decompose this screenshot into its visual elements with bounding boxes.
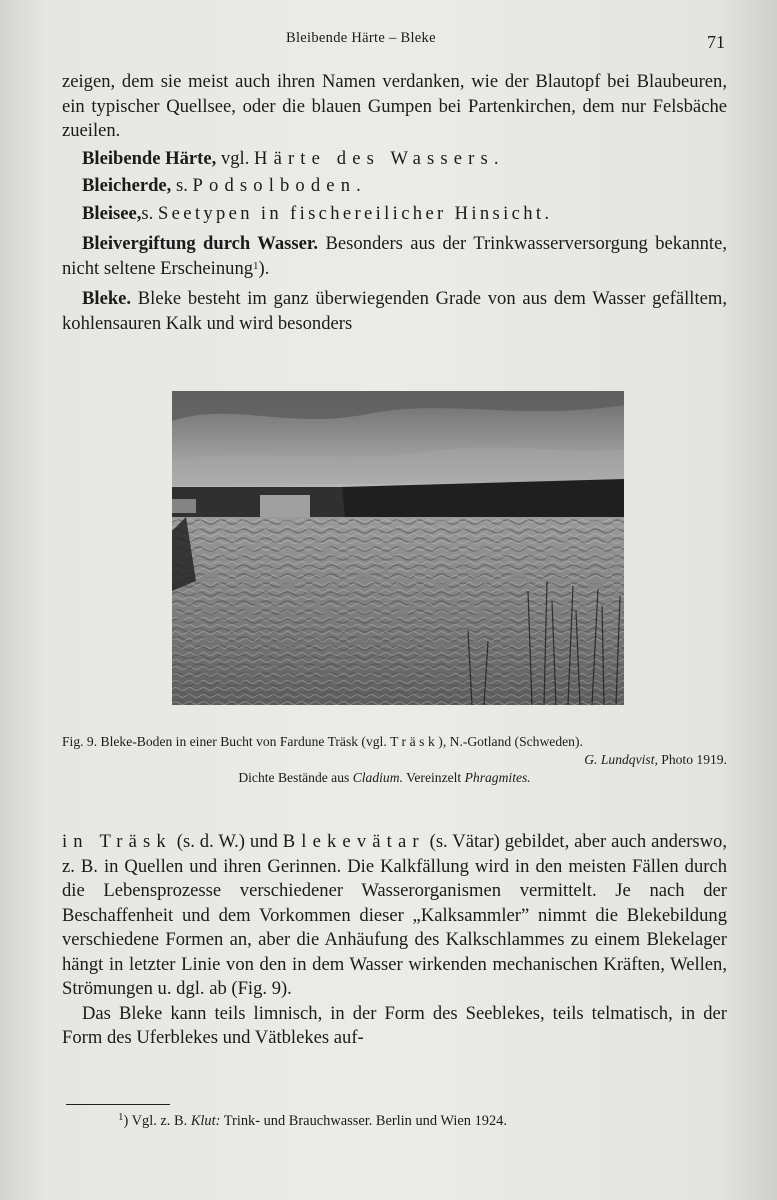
paragraph-text: (s. d. W.) und <box>176 831 278 852</box>
footnote-text: ) Vgl. z. B. <box>123 1113 188 1129</box>
photo-credit <box>62 751 727 769</box>
cross-reference: Seetypen in fischereilicher Hinsicht. <box>157 202 553 224</box>
entry-bleicherde <box>62 174 727 199</box>
footnote-mark: 1 <box>253 259 259 272</box>
footnote <box>118 1111 507 1131</box>
paragraph-text: (s. Vätar) gebildet, aber auch anderswo, z. B. in Quellen und ihren Gerinnen. Die Kalkfällung wird in den meisten Fällen durch die Lebensprozesse verschiedener Wasserorganismen vermittelt. Je nach der Beschaffenheit und dem Vorkommen dieser „Kalksammler” nimmt die Blekebildung verschiedene Formen an, aber die Anhäufung des Kalkschlammes zu einem Blekelager hängt in letzter Linie von den in dem Wasser wirkenden mechanischen Kräften, Wellen, Strömungen u. dgl. ab (Fig. 9). <box>62 831 728 999</box>
running-title: Bleibende Härte – Bleke <box>286 30 436 46</box>
lemma: Bleisee, <box>82 202 142 224</box>
page-header <box>0 30 777 52</box>
caption-label: Fig. 9. <box>62 734 98 749</box>
text-block-bottom <box>62 830 727 1051</box>
footnote-author: Klut: <box>190 1113 221 1129</box>
photo-author: G. Lundqvist, <box>584 752 658 767</box>
page-number: 71 <box>707 32 725 52</box>
caption-reference: Träsk <box>390 734 439 749</box>
paragraph-bleke-formation <box>62 830 727 1002</box>
entry-text-tail: ). <box>258 257 270 279</box>
note-text: Vereinzelt <box>406 770 462 785</box>
photo-bleke-ground <box>172 391 624 705</box>
photo-year: Photo 1919. <box>661 752 727 767</box>
lemma: Bleicherde, <box>82 175 172 196</box>
paragraph-bleke-types: Das Bleke kann teils limnisch, in der Form des Seeblekes, teils telmatisch, in der Form des Uferblekes und Vätblekes auf- <box>62 1002 727 1048</box>
entry-text: Bleke besteht im ganz überwiegenden Grade von aus dem Wasser gefälltem, kohlensauren Kalk und wird besonders <box>62 288 727 334</box>
genus-name: Cladium. <box>352 770 403 785</box>
caption-main <box>62 734 583 749</box>
spaced-term: Blekevätar <box>282 831 425 852</box>
footnote-mark: 1 <box>118 1111 124 1123</box>
entry-text: Besonders aus der Trinkwasserversorgung bekannte, nicht seltene Erscheinung <box>62 233 728 279</box>
entry-bleivergiftung <box>62 232 727 281</box>
spaced-term: in Träsk <box>62 831 172 852</box>
text-block-top <box>62 70 727 336</box>
lemma: Bleke. <box>82 288 132 309</box>
footnote-rule <box>66 1104 170 1105</box>
ref-prefix: s. <box>141 202 154 224</box>
caption-text: Bleke-Boden in einer Bucht von Fardune Träsk (vgl. <box>100 734 387 749</box>
cross-reference: Podsolboden. <box>192 175 367 196</box>
entry-bleisee <box>62 202 727 227</box>
photo-illustration <box>172 391 624 705</box>
note-text: Dichte Bestände aus <box>238 770 350 785</box>
lemma: Bleivergiftung durch Wasser. <box>82 233 319 254</box>
cross-reference: Härte des Wassers. <box>254 147 505 169</box>
ref-prefix: s. <box>175 175 188 196</box>
ref-prefix: vgl. <box>220 147 250 169</box>
caption-note <box>62 769 727 787</box>
entry-bleibende-haerte <box>62 147 727 172</box>
genus-name: Phragmites. <box>464 770 531 785</box>
caption-text-tail: ), N.-Gotland (Schweden). <box>438 734 583 749</box>
paragraph-intro: zeigen, dem sie meist auch ihren Namen verdanken, wie der Blautopf bei Blaubeuren, ein typischer Quellsee, oder die blauen Gumpen bei Partenkirchen, dem nur Felsbäche zueilen. <box>62 71 727 141</box>
lemma: Bleibende Härte, <box>82 147 217 169</box>
figure-caption <box>62 733 727 787</box>
entry-bleke <box>62 287 727 336</box>
footnote-text: Trink- und Brauchwasser. Berlin und Wien 1924. <box>223 1113 507 1129</box>
